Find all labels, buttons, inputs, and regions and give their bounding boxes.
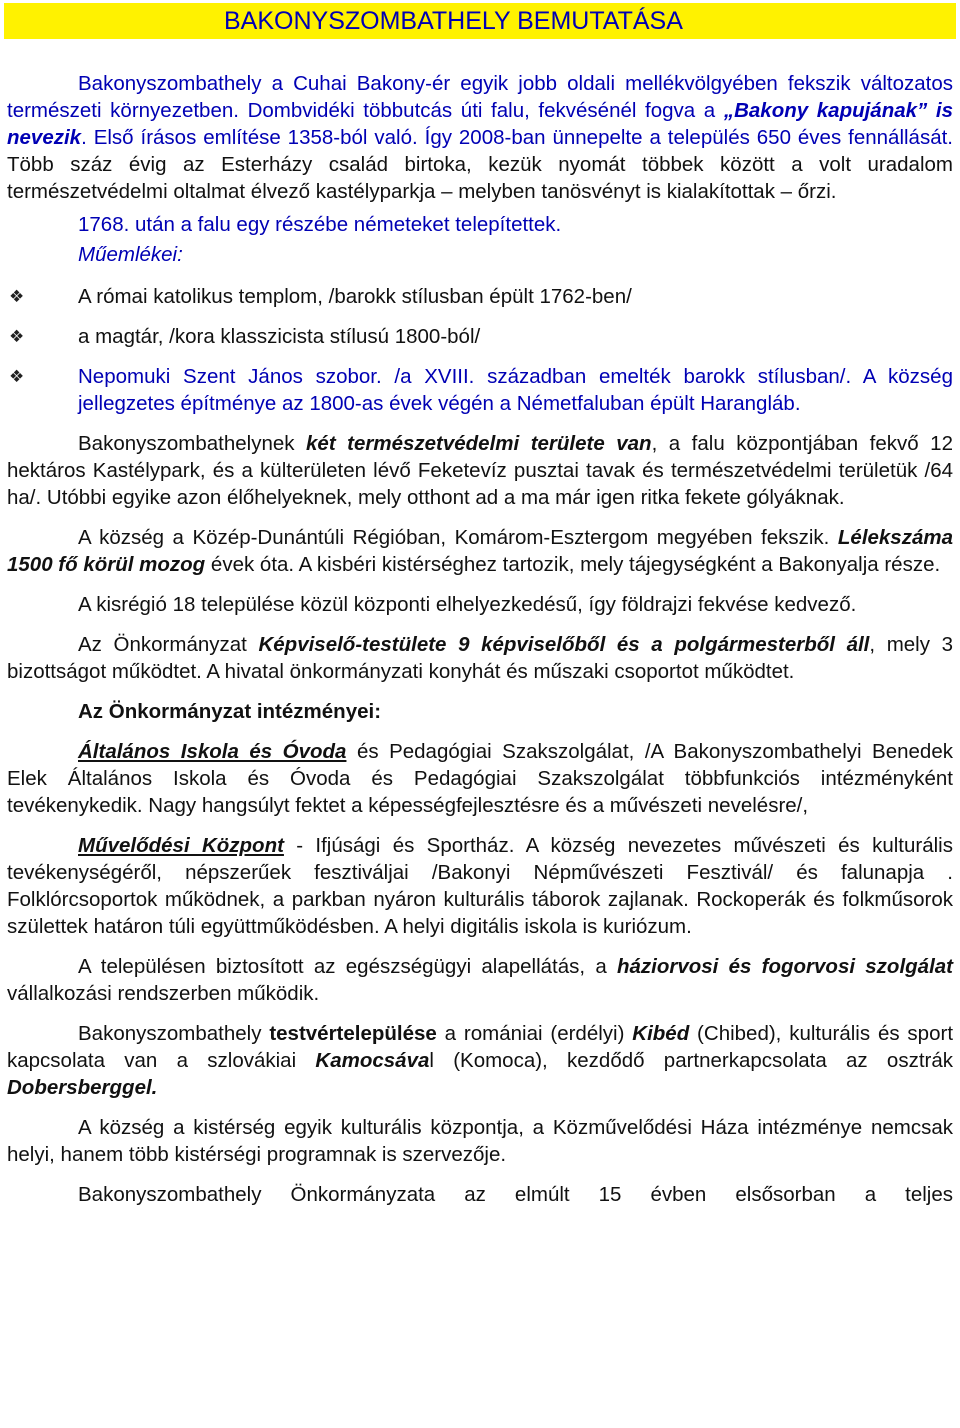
health-highlight: háziorvosi és fogorvosi szolgálat [616,955,953,978]
settled-line: 1768. után a falu egy részébe németeket telepítettek. [78,213,562,236]
health-text-a: A településen biztosított az egészségügyi alapellátás, a [78,955,617,978]
intro-text-c: . Első írásos említése 1358-ból való. Így 2008-ban ünnepelte a település 650 éves fennállását. [81,126,953,149]
school-text-b: és Pedagógiai Szakszolgálat, /A Bakonyszombathelyi Benedek Elek Általános Iskola és Óvoda és Pedagógiai Szakszolgálat többfunkciós intézményként tevékenykedik. Nagy hangsúlyt fektet a képességfejlesztésre és a művészeti nevelésre/, [7,740,953,817]
page-title: BAKONYSZOMBATHELY BEMUTATÁSA [224,7,683,35]
gov-text-c: , mely 3 bizottságot működtet. A hivatal önkormányzati konyhát és műszaki csoportot működtet. [7,633,953,683]
monument-1: A római katolikus templom, /barokk stílusban épült 1762-ben/ [78,285,632,308]
kamocsava-name: Kamocsáva [315,1049,430,1072]
health-text-c: vállalkozási rendszerben működik. [7,982,320,1005]
monument-2: a magtár, /kora klasszicista stílusú 1800-ból/ [78,325,481,348]
nature-highlight: két természetvédelmi területe van [306,432,652,455]
population-highlight: Lélekszáma 1500 fő körül mozog [7,526,953,576]
gov-text-a: Az Önkormányzat [78,633,259,656]
nature-text-a: Bakonyszombathelynek [78,432,307,455]
list-item [7,283,953,310]
culture-paragraph [7,832,953,940]
monuments-heading [7,241,953,268]
twin-text-g: l (Komoca), kezdődő partnerkapcsolata az osztrák [429,1049,954,1072]
diamond-star-icon: ❖ [9,287,25,306]
institutions-heading-text: Az Önkormányzat intézményei: [78,700,382,723]
twin-text-e: (Chibed), kulturális és sport kapcsolata van a szlovákiai [7,1022,954,1072]
culture-highlight: Művelődési Központ [78,834,284,857]
document-body [7,70,953,1208]
nature-paragraph [7,430,953,511]
school-paragraph [7,738,953,819]
health-paragraph [7,953,953,1007]
diamond-star-icon: ❖ [9,367,25,386]
twin-text-c: a romániai (erdélyi) [436,1022,633,1045]
micro-region-paragraph: A kisrégió 18 települése közül központi elhelyezkedésű, így földrajzi fekvése kedvező. [78,593,857,616]
twin-highlight: testvértelepülése [269,1022,437,1045]
intro-paragraph [7,70,953,205]
institutions-heading [7,698,953,725]
twin-town-paragraph [7,1020,953,1101]
region-text-c: évek óta. A kisbéri kistérséghez tartozik, mely tájegységként a Bakonyalja része. [205,553,941,576]
twin-text-a: Bakonyszombathely [78,1022,270,1045]
center-paragraph: A község a kistérség egyik kulturális központja, a Közművelődési Háza intézménye nemcsak helyi, hanem több kistérségi programnak is szervezője. [7,1116,953,1166]
title-bar [4,3,956,39]
diamond-star-icon: ❖ [9,327,25,346]
list-item [7,323,953,350]
school-highlight: Általános Iskola és Óvoda [78,740,347,763]
monuments-list [7,283,953,417]
last-paragraph: Bakonyszombathely Önkormányzata az elmúlt 15 évben elsősorban a teljes [78,1183,953,1206]
intro-bakony-gate: „Bakony kapujának” is nevezik [7,99,953,149]
government-paragraph [7,631,953,685]
kibed-name: Kibéd [632,1022,690,1045]
region-text-a: A község a Közép-Dunántúli Régióban, Komárom-Esztergom megyében fekszik. [78,526,838,549]
region-paragraph [7,524,953,578]
dobersberg-name: Dobersberggel. [7,1076,158,1099]
monuments-heading-text: Műemlékei: [78,243,183,266]
intro-text-d: Több száz évig az Esterházy család birtoka, kezük nyomát többek között a volt uradalom természetvédelmi oltalmat élvező kastélyparkja – melyben tanösvényt is kialakítottak – őrzi. [7,153,953,203]
list-item [7,363,953,417]
gov-highlight: Képviselő-testülete 9 képviselőből és a polgármesterből áll [258,633,870,656]
culture-text-b: - Ifjúsági és Sportház. A község nevezetes művészeti és kulturális tevékenységéről, népszerűek fesztiváljai /Bakonyi Népművészeti Fesztivál/ és falunapja . Folklórcsoportok működnek, a parkban nyáron kulturális táborok zajlanak. Rockoperák és folkműsorok születtek határon túli együttműködésben. A helyi digitális iskola is kuriózum. [7,834,953,938]
monument-3: Nepomuki Szent János szobor. /a XVIII. században emelték barokk stílusban/. A község jellegzetes építménye az 1800-as évek végén a Németfaluban épült Harangláb. [78,365,953,415]
intro-text-a: Bakonyszombathely a Cuhai Bakony-ér egyik jobb oldali mellékvölgyében fekszik változatos természeti környezetben. Dombvidéki többutcás úti falu, fekvésénél fogva a [7,72,953,122]
nature-text-c: , a falu központjában fekvő 12 hektáros Kastélypark, és a külterületen lévő Feketevíz pusztai tavak és természetvédelmi területük /64 ha/. Utóbbi egyike azon élőhelyeknek, mely otthont ad a ma már igen ritka fekete gólyáknak. [7,432,953,509]
